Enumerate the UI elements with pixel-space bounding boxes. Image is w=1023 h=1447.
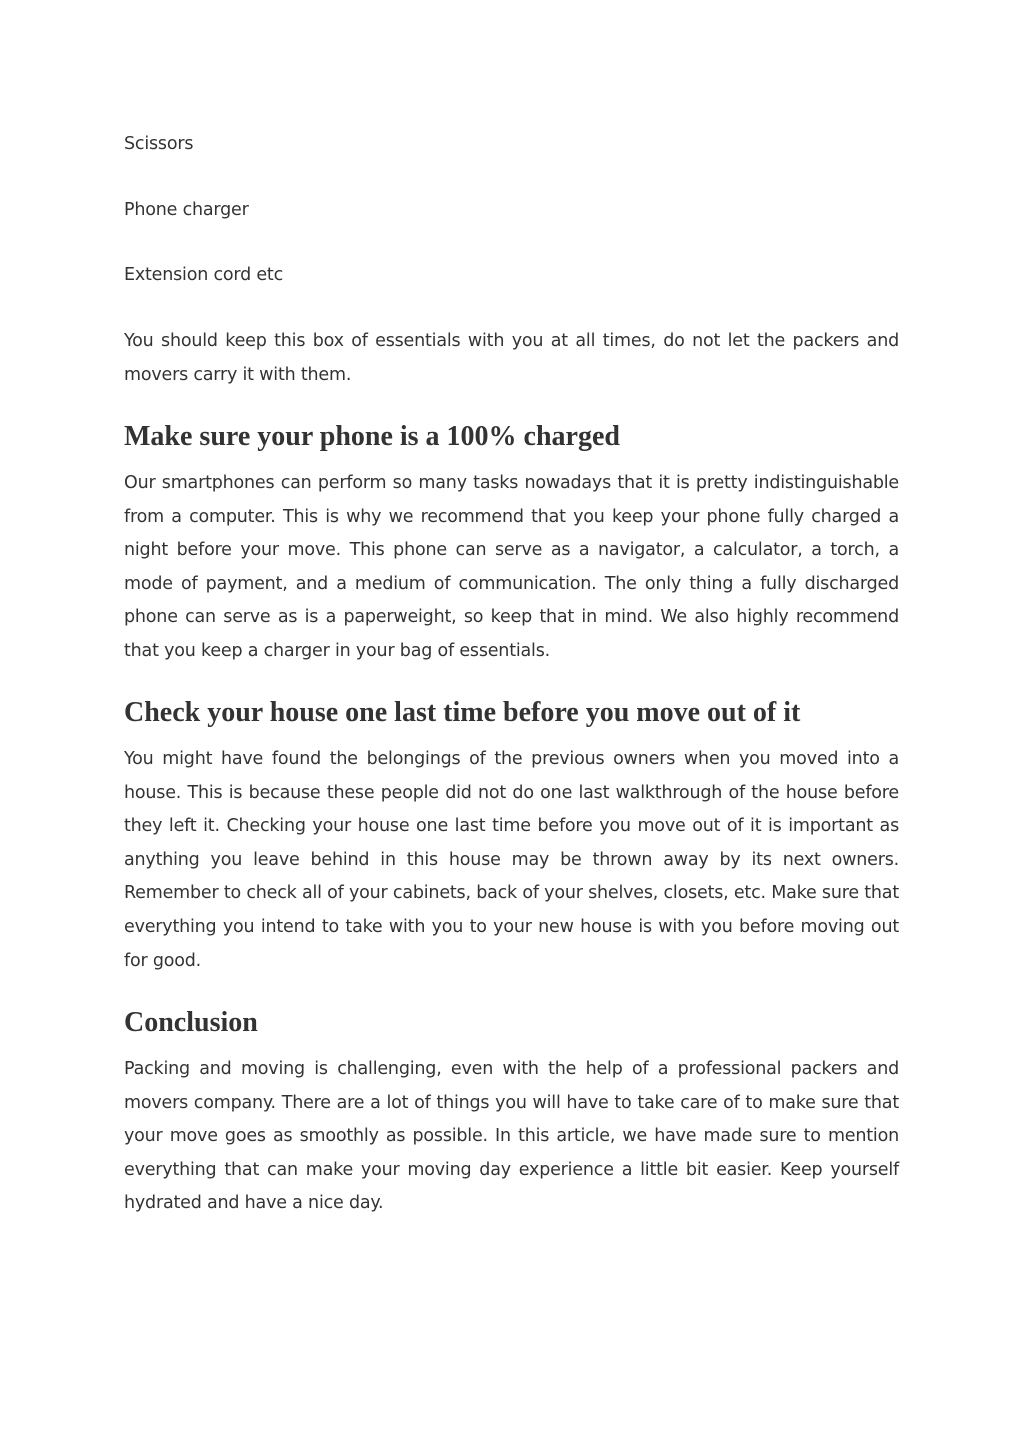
section-heading-phone-charged: Make sure your phone is a 100% charged xyxy=(124,421,620,452)
essentials-note-paragraph: You should keep this box of essentials with you at all times, do not let the packers and movers carry it with them. xyxy=(124,331,899,385)
list-item-extension-cord: Extension cord etc xyxy=(124,265,284,285)
list-item-phone-charger: Phone charger xyxy=(124,200,249,220)
section-heading-conclusion: Conclusion xyxy=(124,1007,258,1038)
section-body-check-house: You might have found the belongings of the previous owners when you moved into a house. This is because these people did not do one last walkthrough of the house before they left it. Checking your house one last time before you move out of it is important as anything you leave behind in this house may be thrown away by its next owners. Remember to check all of your cabinets, back of your shelves, closets, etc. Make sure that everything you intend to take with you to your new house is with you before moving out for good. xyxy=(124,749,899,971)
list-item-scissors: Scissors xyxy=(124,134,194,154)
section-body-phone-charged: Our smartphones can perform so many tasks nowadays that it is pretty indistinguishable from a computer. This is why we recommend that you keep your phone fully charged a night before your move. This phone can serve as a navigator, a calculator, a torch, a mode of payment, and a medium of communication. The only thing a fully discharged phone can serve as is a paperweight, so keep that in mind. We also highly recommend that you keep a charger in your bag of essentials. xyxy=(124,473,899,661)
section-body-conclusion: Packing and moving is challenging, even with the help of a professional packers and movers company. There are a lot of things you will have to take care of to make sure that your move goes as smoothly as possible. In this article, we have made sure to mention everything that can make your moving day experience a little bit easier. Keep yourself hydrated and have a nice day. xyxy=(124,1059,899,1214)
section-heading-check-house: Check your house one last time before you move out of it xyxy=(124,697,801,728)
